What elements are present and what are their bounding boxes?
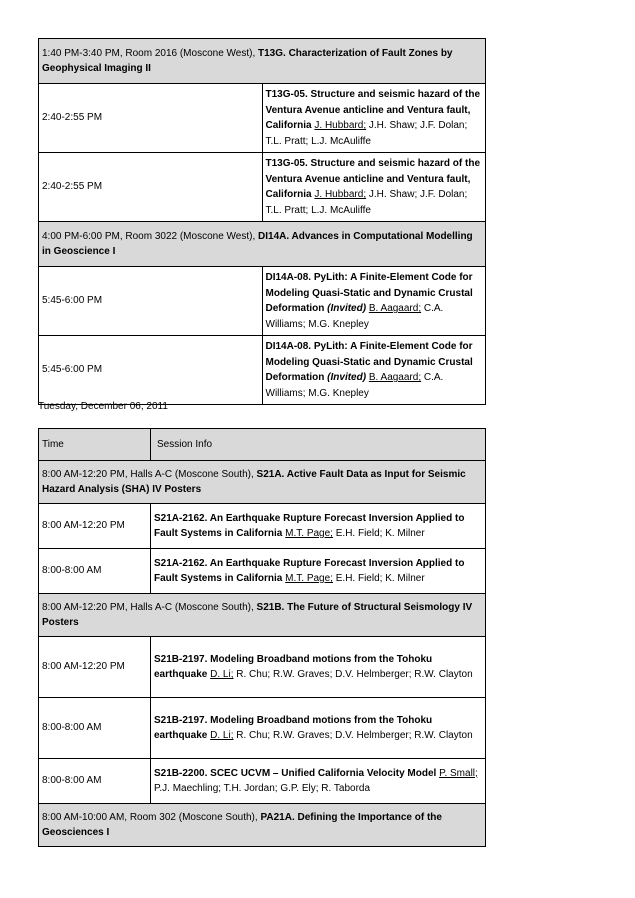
- presenter-name: M.T. Page;: [285, 573, 333, 584]
- abstract-row: [39, 504, 486, 549]
- session-row-s21a: [39, 461, 486, 504]
- day-label: Tuesday, December 06, 2011: [38, 401, 168, 412]
- abstract-row: [39, 698, 486, 759]
- abstract-row: [39, 84, 486, 153]
- coauthors: J.H. Shaw; J.F. Dolan; T.L. Pratt; L.J. McAuliffe: [265, 189, 468, 216]
- abstract-time: 8:00 AM-12:20 PM: [39, 504, 151, 549]
- session-cell: [39, 461, 486, 504]
- presenter-name: B. Aagaard;: [368, 372, 422, 383]
- session-row-s21b: [39, 594, 486, 637]
- abstract-time: 8:00 AM-12:20 PM: [39, 637, 151, 698]
- abstract-row: [39, 267, 486, 336]
- session-cell: [39, 594, 486, 637]
- abstract-info: [151, 759, 486, 804]
- abstract-title: DI14A-08. PyLith: A Finite-Element Code for Modeling Quasi-Static and Dynamic Crustal Deformation: [265, 272, 473, 314]
- abstract-time: 2:40-2:55 PM: [39, 84, 263, 153]
- abstract-title: T13G-05. Structure and seismic hazard of the Ventura Avenue anticline and Ventura fault, California: [265, 158, 481, 200]
- abstract-info: [151, 698, 486, 759]
- session-time-room: 8:00 AM-10:00 AM, Room 302 (Moscone South),: [42, 811, 261, 823]
- abstract-row: [39, 153, 486, 222]
- abstract-title: S21B-2197. Modeling Broadband motions from the Tohoku earthquake: [154, 714, 433, 741]
- abstract-info: [262, 153, 486, 222]
- table-header-row: [39, 429, 486, 461]
- presenter-name: B. Aagaard;: [368, 303, 422, 314]
- abstract-time: 2:40-2:55 PM: [39, 153, 263, 222]
- session-cell: [39, 39, 486, 84]
- abstract-info: [151, 504, 486, 549]
- presenter-name: D. Li;: [210, 669, 234, 680]
- coauthors: R. Chu; R.W. Graves; D.V. Helmberger; R.W. Clayton: [233, 669, 473, 680]
- invited-label: (Invited): [327, 303, 367, 314]
- session-cell: [39, 222, 486, 267]
- abstract-time: 8:00-8:00 AM: [39, 759, 151, 804]
- abstract-row: [39, 759, 486, 804]
- presenter-name: J. Hubbard;: [314, 120, 367, 131]
- session-time-room: 8:00 AM-12:20 PM, Halls A-C (Moscone South),: [42, 468, 257, 480]
- session-cell: [39, 804, 486, 847]
- presenter-name: P. Small;: [439, 767, 478, 779]
- abstract-info: [151, 549, 486, 594]
- session-time-room: 4:00 PM-6:00 PM, Room 3022 (Moscone West),: [42, 230, 259, 242]
- abstract-row: [39, 336, 486, 405]
- schedule-table-tuesday: [38, 428, 486, 847]
- session-title: S21B. The Future of Structural Seismology IV Posters: [42, 601, 473, 628]
- abstract-time: 8:00-8:00 AM: [39, 549, 151, 594]
- abstract-info: [262, 84, 486, 153]
- schedule-table-monday: [38, 38, 486, 405]
- session-title: S21A. Active Fault Data as Input for Seismic Hazard Analysis (SHA) IV Posters: [42, 468, 466, 495]
- session-row-di14a: [39, 222, 486, 267]
- session-row-pa21a: [39, 804, 486, 847]
- abstract-info: [151, 637, 486, 698]
- coauthors: P.J. Maechling; T.H. Jordan; G.P. Ely; R. Taborda: [154, 783, 371, 794]
- presenter-name: M.T. Page;: [285, 528, 333, 539]
- abstract-info: [262, 267, 486, 336]
- session-title: T13G. Characterization of Fault Zones by Geophysical Imaging II: [42, 47, 453, 74]
- abstract-row: [39, 549, 486, 594]
- abstract-time: 5:45-6:00 PM: [39, 267, 263, 336]
- abstract-title: S21A-2162. An Earthquake Rupture Forecast Inversion Applied to Fault Systems in California: [154, 557, 465, 584]
- abstract-title: T13G-05. Structure and seismic hazard of the Ventura Avenue anticline and Ventura fault, California: [265, 89, 481, 131]
- session-row-t13g: [39, 39, 486, 84]
- coauthors: R. Chu; R.W. Graves; D.V. Helmberger; R.W. Clayton: [233, 730, 473, 741]
- invited-label: (Invited): [327, 372, 367, 383]
- coauthors: E.H. Field; K. Milner: [332, 573, 425, 584]
- coauthors: C.A. Williams; M.G. Knepley: [265, 372, 444, 399]
- presenter-name: D. Li;: [210, 730, 234, 741]
- abstract-title: S21B-2200. SCEC UCVM – Unified California Velocity Model: [154, 767, 440, 779]
- abstract-time: 8:00-8:00 AM: [39, 698, 151, 759]
- abstract-title: S21B-2197. Modeling Broadband motions from the Tohoku earthquake: [154, 653, 433, 680]
- abstract-row: [39, 637, 486, 698]
- coauthors: E.H. Field; K. Milner: [332, 528, 425, 539]
- abstract-title: S21A-2162. An Earthquake Rupture Forecast Inversion Applied to Fault Systems in California: [154, 512, 465, 539]
- coauthors: C.A. Williams; M.G. Knepley: [265, 303, 444, 330]
- session-title: PA21A. Defining the Importance of the Geosciences I: [42, 811, 442, 838]
- header-session-info: Session Info: [151, 429, 486, 461]
- session-title: DI14A. Advances in Computational Modelling in Geoscience I: [42, 230, 473, 257]
- abstract-info: [262, 336, 486, 405]
- header-time: Time: [39, 429, 151, 461]
- session-time-room: 1:40 PM-3:40 PM, Room 2016 (Moscone West),: [42, 47, 259, 59]
- session-time-room: 8:00 AM-12:20 PM, Halls A-C (Moscone South),: [42, 601, 257, 613]
- abstract-time: 5:45-6:00 PM: [39, 336, 263, 405]
- presenter-name: J. Hubbard;: [314, 189, 367, 200]
- abstract-title: DI14A-08. PyLith: A Finite-Element Code for Modeling Quasi-Static and Dynamic Crustal Deformation: [265, 341, 473, 383]
- coauthors: J.H. Shaw; J.F. Dolan; T.L. Pratt; L.J. McAuliffe: [265, 120, 468, 147]
